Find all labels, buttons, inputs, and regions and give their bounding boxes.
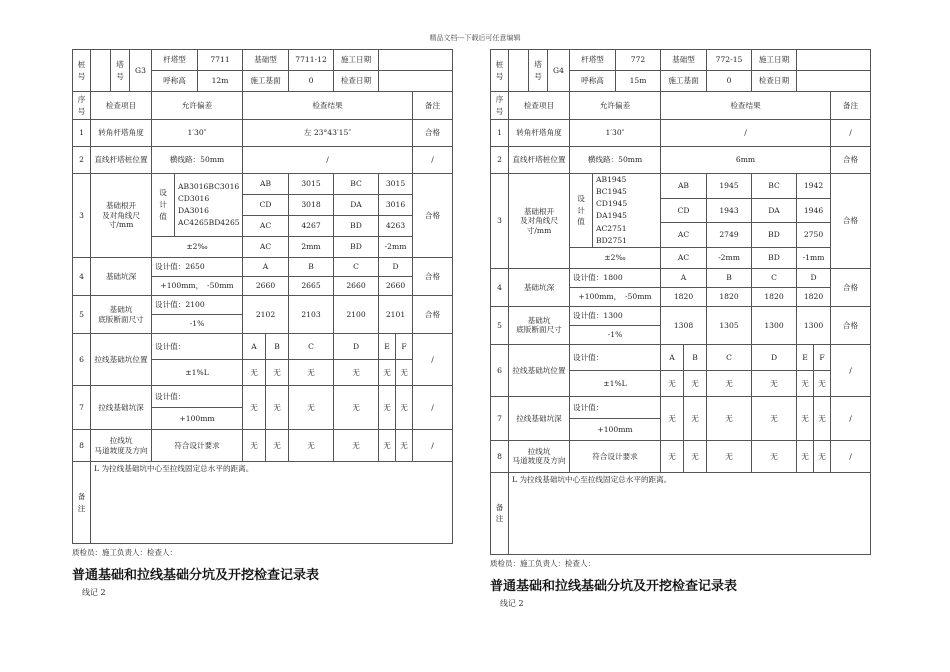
table-row	[73, 147, 453, 174]
anchor-pos-e: 无	[797, 370, 814, 396]
notes-label: 备注	[495, 502, 504, 524]
remark: /	[413, 386, 453, 430]
item-name: 基础坑深	[91, 258, 152, 296]
angle-result: /	[661, 120, 831, 147]
item-name: 拉线基础坑位置	[509, 344, 570, 396]
tower-no-label: 塔号	[116, 59, 124, 81]
col-bc-label: BC	[334, 174, 379, 195]
section-b: 1305	[707, 306, 752, 344]
anchor-pos-e: 无	[379, 360, 396, 386]
header-row-1	[491, 50, 871, 71]
col-ac-label: AC	[661, 247, 707, 268]
slope-a: 无	[661, 440, 684, 472]
tower-no-value: G3	[130, 50, 152, 92]
remark: 合格	[413, 174, 453, 258]
remark: /	[413, 430, 453, 462]
col-e-label: E	[797, 344, 814, 370]
row-no: 6	[73, 334, 91, 386]
anchor-pos-d: 无	[752, 370, 797, 396]
ac-value: 4267	[289, 216, 334, 237]
tolerance: +100mm， -50mm	[570, 287, 661, 306]
col-da-label: DA	[334, 195, 379, 216]
remark: 合格	[413, 120, 453, 147]
col-b-label: B	[266, 334, 289, 360]
anchor-pos-d: 无	[334, 360, 379, 386]
col-da-label: DA	[752, 198, 797, 223]
column-header-row	[73, 92, 453, 120]
anchor-depth-f: 无	[814, 396, 831, 440]
form-title: 普通基础和拉线基础分坑及开挖检查记录表	[490, 578, 738, 594]
col-c-label: C	[752, 268, 797, 287]
pit-depth-c: 1820	[752, 287, 797, 306]
base-level-label: 施工基面	[661, 71, 707, 92]
seq-header-text: 序号	[495, 94, 504, 116]
tower-no-value: G4	[548, 50, 570, 92]
ab-value: 1945	[707, 174, 752, 199]
item-name: 转角杆塔角度	[91, 120, 152, 147]
row-no: 1	[491, 120, 509, 147]
seq-header	[73, 92, 91, 120]
anchor-pos-b: 无	[266, 360, 289, 386]
item-name: 拉线基础坑深	[509, 396, 570, 440]
table-row	[73, 120, 453, 147]
tolerance: +100mm， -50mm	[152, 277, 243, 296]
inspection-record-table	[72, 49, 453, 544]
tolerance: -1%	[570, 325, 661, 344]
row-no: 4	[491, 268, 509, 306]
design-value: 设计值：1300	[570, 306, 661, 325]
tower-type-label: 杆塔型	[570, 50, 616, 71]
table-row	[491, 147, 871, 174]
tolerance: ±1%L	[152, 360, 243, 386]
pit-depth-a: 2660	[243, 277, 289, 296]
tolerance: 符合设计要求	[570, 440, 661, 472]
design-value: 设计值：	[152, 334, 243, 360]
item-header: 检查项目	[509, 92, 570, 120]
anchor-depth-c: 无	[707, 396, 752, 440]
col-a-label: A	[243, 334, 266, 360]
section-d: 1300	[797, 306, 831, 344]
tolerance-header: 允许偏差	[570, 92, 661, 120]
section-d: 2101	[379, 296, 413, 334]
item-name: 拉线坑 马道坡度及方向	[91, 430, 152, 462]
tolerance-header: 允许偏差	[152, 92, 243, 120]
anchor-pos-c: 无	[707, 370, 752, 396]
remark-header: 备注	[413, 92, 453, 120]
tower-no-label: 塔号	[534, 59, 542, 81]
position-result: /	[243, 147, 413, 174]
table-row	[491, 174, 871, 199]
pole-no-value	[509, 50, 529, 92]
signature-line: 质检员：施工负责人：检查人：	[490, 558, 595, 568]
col-ab-label: AB	[661, 174, 707, 199]
cd-value: 1943	[707, 198, 752, 223]
position-result: 6mm	[661, 147, 831, 174]
col-c-label: C	[334, 258, 379, 277]
anchor-depth-d: 无	[752, 396, 797, 440]
bd-value: 2750	[797, 223, 831, 248]
section-c: 1300	[752, 306, 797, 344]
tolerance: 1′30″	[570, 120, 661, 147]
anchor-depth-b: 无	[266, 386, 289, 430]
tolerance: 符合设计要求	[152, 430, 243, 462]
row-no: 2	[491, 147, 509, 174]
design-value: 设计值：	[152, 386, 243, 408]
col-f-label: F	[396, 334, 413, 360]
anchor-depth-f: 无	[396, 386, 413, 430]
pit-depth-c: 2660	[334, 277, 379, 296]
anchor-pos-f: 无	[396, 360, 413, 386]
anchor-depth-a: 无	[243, 386, 266, 430]
col-bc-label: BC	[752, 174, 797, 199]
tolerance: 横线路：50mm	[152, 147, 243, 174]
angle-result: 左 23°43′15″	[243, 120, 413, 147]
notes-row	[73, 462, 453, 544]
section-a: 1308	[661, 306, 707, 344]
nominal-height-value: 15m	[616, 71, 661, 92]
design-value: 设计值：2650	[152, 258, 243, 277]
section-c: 2100	[334, 296, 379, 334]
construction-date-label: 施工日期	[752, 50, 797, 71]
nominal-height-label: 呼称高	[570, 71, 616, 92]
pole-no-label-cell	[491, 50, 509, 92]
row-no: 1	[73, 120, 91, 147]
column-header-row	[491, 92, 871, 120]
pit-depth-b: 2665	[289, 277, 334, 296]
col-ac-label: AC	[243, 237, 289, 258]
bc-value: 3015	[379, 174, 413, 195]
col-a-label: A	[661, 268, 707, 287]
table-row	[491, 344, 871, 370]
remark: /	[831, 120, 871, 147]
slope-e: 无	[379, 430, 396, 462]
section-a: 2102	[243, 296, 289, 334]
slope-e: 无	[797, 440, 814, 472]
tolerance: +100mm	[570, 418, 661, 440]
item-name: 转角杆塔角度	[509, 120, 570, 147]
record-sheet-left	[72, 49, 441, 598]
base-level-value: 0	[707, 71, 752, 92]
tolerance: 横线路：50mm	[570, 147, 661, 174]
col-c-label: C	[707, 344, 752, 370]
item-name: 拉线基础坑位置	[91, 334, 152, 386]
col-bd-label: BD	[752, 247, 797, 268]
foundation-type-label: 基础型	[243, 50, 289, 71]
anchor-depth-a: 无	[661, 396, 684, 440]
signature-line: 质检员：施工负责人：检查人：	[72, 548, 177, 557]
inspection-date-label: 检查日期	[334, 71, 379, 92]
col-bd-label: BD	[752, 223, 797, 248]
slope-b: 无	[684, 440, 707, 472]
col-d-label: D	[379, 258, 413, 277]
form-title: 普通基础和拉线基础分坑及开挖检查记录表	[72, 568, 320, 583]
bd-value: 4263	[379, 216, 413, 237]
tolerance: +100mm	[152, 408, 243, 430]
slope-f: 无	[814, 440, 831, 472]
row-no: 4	[73, 258, 91, 296]
result-header: 检查结果	[243, 92, 413, 120]
row-no: 8	[491, 440, 509, 472]
design-value: 设计值：	[570, 396, 661, 418]
notes-text: L 为拉线基础坑中心至拉线固定总水平的距离。	[91, 462, 453, 544]
col-d-label: D	[334, 334, 379, 360]
anchor-depth-e: 无	[797, 396, 814, 440]
construction-date-value	[797, 50, 871, 71]
col-cd-label: CD	[243, 195, 289, 216]
col-b-label: B	[684, 344, 707, 370]
table-row	[491, 396, 871, 418]
remark: /	[831, 440, 871, 472]
item-name: 基础根开 及对角线尺寸/mm	[509, 174, 570, 269]
cd-value: 3018	[289, 195, 334, 216]
anchor-pos-b: 无	[684, 370, 707, 396]
anchor-pos-a: 无	[661, 370, 684, 396]
result-header: 检查结果	[661, 92, 831, 120]
table-row	[73, 430, 453, 462]
remark: 合格	[831, 174, 871, 269]
col-cd-label: CD	[661, 198, 707, 223]
col-bd-label: BD	[334, 216, 379, 237]
inspection-date-label: 检查日期	[752, 71, 797, 92]
pole-no-label: 桩号	[77, 59, 86, 81]
col-a-label: A	[243, 258, 289, 277]
anchor-pos-a: 无	[243, 360, 266, 386]
tolerance: ±2‰	[152, 237, 243, 258]
anchor-pos-c: 无	[289, 360, 334, 386]
tower-type-value: 7711	[198, 50, 243, 71]
pole-no-label-cell	[73, 50, 91, 92]
remark: /	[413, 147, 453, 174]
design-label-cell	[152, 174, 175, 237]
table-row	[73, 386, 453, 408]
ac-value: 2749	[707, 223, 752, 248]
table-row	[491, 440, 871, 472]
table-row	[73, 296, 453, 315]
nominal-height-label: 呼称高	[152, 71, 198, 92]
pole-no-label: 桩号	[495, 59, 504, 81]
foundation-type-value: 7711-12	[289, 50, 334, 71]
anchor-depth-c: 无	[289, 386, 334, 430]
col-bd-label: BD	[334, 237, 379, 258]
col-ab-label: AB	[243, 174, 289, 195]
design-value: 设计值：1800	[570, 268, 661, 287]
col-d-label: D	[797, 268, 831, 287]
inspection-date-value	[797, 71, 871, 92]
section-b: 2103	[289, 296, 334, 334]
base-level-value: 0	[289, 71, 334, 92]
slope-d: 无	[334, 430, 379, 462]
remark: 合格	[831, 147, 871, 174]
table-row	[73, 334, 453, 360]
header-row-1	[73, 50, 453, 71]
remark: 合格	[413, 258, 453, 296]
slope-d: 无	[752, 440, 797, 472]
tolerance: -1%	[152, 315, 243, 334]
design-label-cell	[570, 174, 593, 248]
row-no: 5	[73, 296, 91, 334]
slope-c: 无	[289, 430, 334, 462]
inspection-record-table	[490, 49, 871, 555]
anchor-pos-f: 无	[814, 370, 831, 396]
form-code: 线记 2	[82, 588, 106, 597]
row-no: 7	[491, 396, 509, 440]
col-ac-label: AC	[243, 216, 289, 237]
anchor-depth-b: 无	[684, 396, 707, 440]
construction-date-value	[379, 50, 453, 71]
record-sheet-right	[490, 49, 859, 609]
row-no: 6	[491, 344, 509, 396]
notes-label: 备注	[77, 491, 86, 513]
tolerance: ±2‰	[570, 247, 661, 268]
notes-row	[491, 472, 871, 554]
item-name: 直线杆塔桩位置	[509, 147, 570, 174]
design-value-label: 设 计 值	[159, 188, 167, 221]
tower-no-label-cell	[111, 50, 130, 92]
table-row	[491, 268, 871, 287]
ab-value: 3015	[289, 174, 334, 195]
remark: /	[831, 344, 871, 396]
design-values: AB1945 BC1945 CD1945 DA1945 AC2751 BD2751	[593, 174, 661, 248]
col-b-label: B	[707, 268, 752, 287]
pit-depth-d: 2660	[379, 277, 413, 296]
notes-label-cell	[491, 472, 509, 554]
item-name: 基础坑 底版断面尺寸	[91, 296, 152, 334]
remark-header: 备注	[831, 92, 871, 120]
design-value-label: 设 计 值	[577, 193, 585, 227]
watermark-text: 精品文档---下载后可任意编辑	[429, 34, 521, 42]
table-row	[73, 258, 453, 277]
tolerance: ±1%L	[570, 370, 661, 396]
item-name: 拉线基础坑深	[91, 386, 152, 430]
bd-deviation: -2mm	[379, 237, 413, 258]
remark: /	[413, 334, 453, 386]
row-no: 8	[73, 430, 91, 462]
foundation-type-label: 基础型	[661, 50, 707, 71]
anchor-depth-e: 无	[379, 386, 396, 430]
remark: 合格	[413, 296, 453, 334]
slope-b: 无	[266, 430, 289, 462]
da-value: 3016	[379, 195, 413, 216]
design-value: 设计值：2100	[152, 296, 243, 315]
row-no: 3	[73, 174, 91, 258]
pole-no-value	[91, 50, 111, 92]
form-code: 线记 2	[500, 598, 524, 608]
table-row	[491, 120, 871, 147]
seq-header	[491, 92, 509, 120]
row-no: 2	[73, 147, 91, 174]
row-no: 7	[73, 386, 91, 430]
col-d-label: D	[752, 344, 797, 370]
foundation-type-value: 772-15	[707, 50, 752, 71]
table-row	[491, 306, 871, 325]
remark: /	[831, 396, 871, 440]
item-name: 直线杆塔桩位置	[91, 147, 152, 174]
slope-a: 无	[243, 430, 266, 462]
nominal-height-value: 12m	[198, 71, 243, 92]
ac-deviation: 2mm	[289, 237, 334, 258]
remark: 合格	[831, 268, 871, 306]
ac-deviation: -2mm	[707, 247, 752, 268]
pit-depth-b: 1820	[707, 287, 752, 306]
item-name: 基础坑 底版断面尺寸	[509, 306, 570, 344]
item-name: 拉线坑 马道坡度及方向	[509, 440, 570, 472]
bc-value: 1942	[797, 174, 831, 199]
pit-depth-a: 1820	[661, 287, 707, 306]
seq-header-text: 序号	[77, 94, 86, 116]
remark: 合格	[831, 306, 871, 344]
bd-deviation: -1mm	[797, 247, 831, 268]
col-c-label: C	[289, 334, 334, 360]
pit-depth-d: 1820	[797, 287, 831, 306]
construction-date-label: 施工日期	[334, 50, 379, 71]
col-b-label: B	[289, 258, 334, 277]
base-level-label: 施工基面	[243, 71, 289, 92]
col-e-label: E	[379, 334, 396, 360]
design-value: 设计值：	[570, 344, 661, 370]
col-ac-label: AC	[661, 223, 707, 248]
item-name: 基础根开 及对角线尺寸/mm	[91, 174, 152, 258]
slope-c: 无	[707, 440, 752, 472]
row-no: 5	[491, 306, 509, 344]
col-a-label: A	[661, 344, 684, 370]
anchor-depth-d: 无	[334, 386, 379, 430]
item-name: 基础坑深	[509, 268, 570, 306]
slope-f: 无	[396, 430, 413, 462]
da-value: 1946	[797, 198, 831, 223]
notes-label-cell	[73, 462, 91, 544]
row-no: 3	[491, 174, 509, 269]
inspection-date-value	[379, 71, 453, 92]
item-header: 检查项目	[91, 92, 152, 120]
design-values: AB3016BC3016 CD3016 DA3016 AC4265BD4265	[175, 174, 243, 237]
table-row	[73, 174, 453, 195]
col-f-label: F	[814, 344, 831, 370]
tower-no-label-cell	[529, 50, 548, 92]
tolerance: 1′30″	[152, 120, 243, 147]
tower-type-value: 772	[616, 50, 661, 71]
tower-type-label: 杆塔型	[152, 50, 198, 71]
notes-text: L 为拉线基础坑中心至拉线固定总水平的距离。	[509, 472, 871, 554]
